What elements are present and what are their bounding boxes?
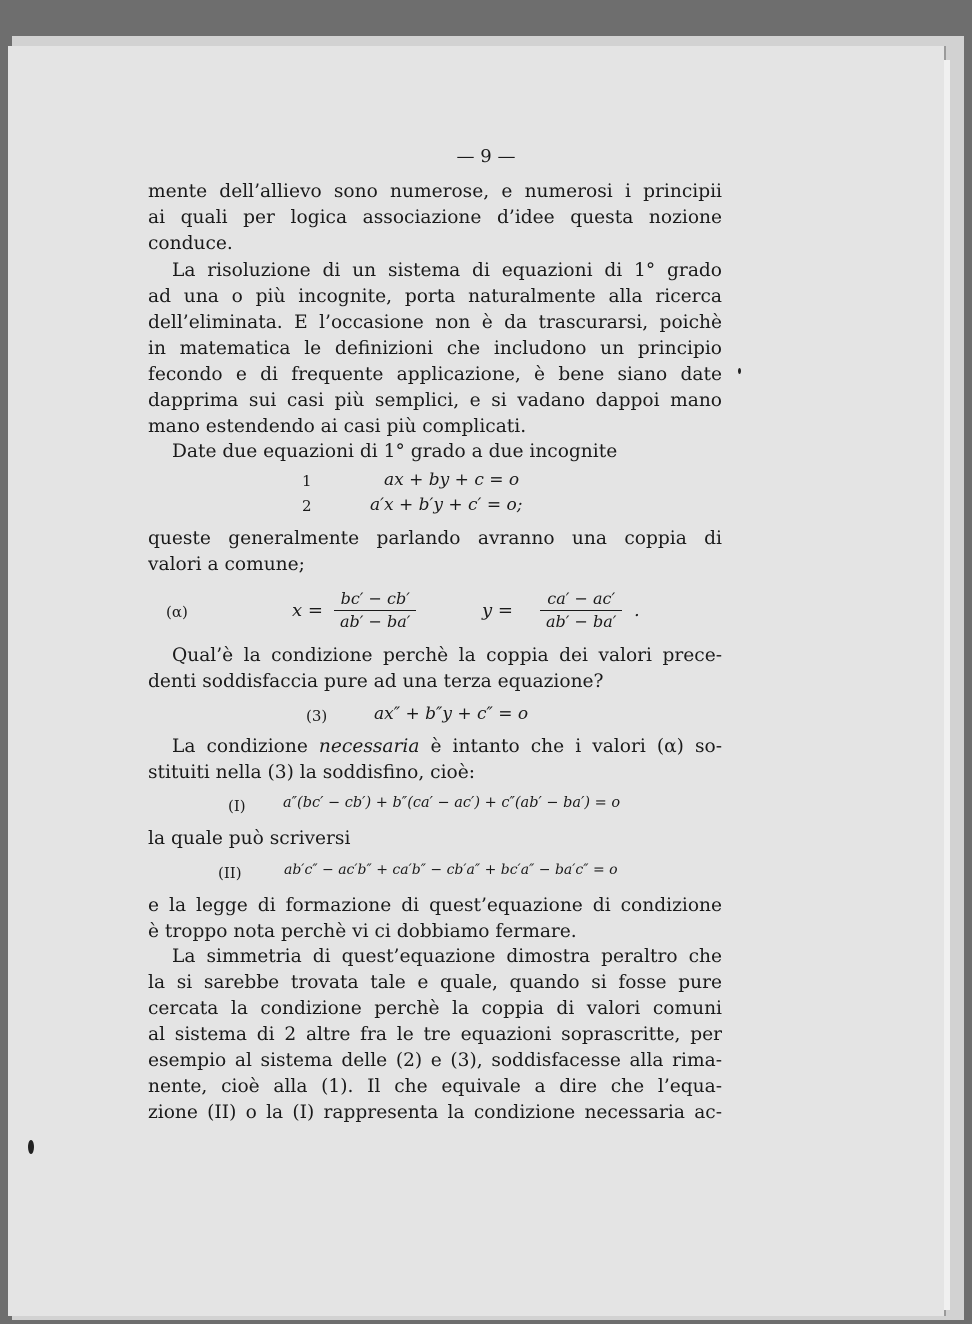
equation: ax + by + c = o <box>384 470 520 490</box>
y-denominator: ab′ − ba′ <box>546 612 617 631</box>
equation-label: 1 <box>302 472 312 490</box>
text-line: in matematica le definizioni che includono un principio <box>148 338 722 359</box>
equation: ab′c″ − ac′b″ + ca′b″ − cb′a″ + bc′a″ − ba′c″ = o <box>284 862 618 878</box>
equation: ax″ + b″y + c″ = o <box>374 704 529 724</box>
text-line: fecondo e di frequente applicazione, è bene siano date <box>148 364 722 385</box>
text-line: La simmetria di quest’equazione dimostra peraltro che <box>172 946 722 967</box>
y-fraction <box>540 588 622 633</box>
equation-end: . <box>634 600 640 621</box>
text-line: cercata la condizione perchè la coppia di valori comuni <box>148 998 722 1019</box>
scan-speck <box>28 1140 34 1154</box>
text-span: è intanto che i valori (α) so- <box>419 736 722 757</box>
page-edge <box>944 60 950 1310</box>
text-line: la si sarebbe trovata tale e quale, quando si fosse pure <box>148 972 722 993</box>
text-line: mano estendendo ai casi più complicati. <box>148 416 527 437</box>
scan-speck <box>738 368 741 374</box>
text-line: nente, cioè alla (1). Il che equivale a dire che l’equa- <box>148 1076 722 1097</box>
text-line: dapprima sui casi più semplici, e si vadano dappoi mano <box>148 390 722 411</box>
page-number: — 9 — <box>456 146 516 167</box>
x-denominator: ab′ − ba′ <box>340 612 411 631</box>
equation-label: (3) <box>306 707 328 725</box>
equation-label: 2 <box>302 497 312 515</box>
text-line: esempio al sistema delle (2) e (3), soddisfacesse alla rima- <box>148 1050 722 1071</box>
text-line: valori a comune; <box>148 554 305 575</box>
equation: a′x + b′y + c′ = o; <box>370 495 523 515</box>
text-line: zione (II) o la (I) rappresenta la condizione necessaria ac- <box>148 1102 722 1123</box>
text-line: La risoluzione di un sistema di equazioni di 1° grado <box>172 260 722 281</box>
text-line: ad una o più incognite, porta naturalmente alla ricerca <box>148 286 722 307</box>
text-line: conduce. <box>148 233 233 254</box>
y-variable: y = <box>482 600 513 621</box>
text-line: al sistema di 2 altre fra le tre equazioni soprascritte, per <box>148 1024 722 1045</box>
equation-label: (α) <box>166 603 188 621</box>
equation-label: (I) <box>228 797 246 815</box>
text-line: mente dell’allievo sono numerose, e numerosi i principii <box>148 181 722 202</box>
x-fraction <box>334 588 416 633</box>
text-line <box>172 734 722 760</box>
text-line: dell’eliminata. E l’occasione non è da trascurarsi, poichè <box>148 312 722 333</box>
text-line: queste generalmente parlando avranno una coppia di <box>148 528 722 549</box>
text-line: è troppo nota perchè vi ci dobbiamo fermare. <box>148 921 577 942</box>
equation-label: (II) <box>218 864 242 882</box>
emphasis: necessaria <box>318 736 420 757</box>
text-line: Date due equazioni di 1° grado a due incognite <box>172 441 618 462</box>
text-line: denti soddisfaccia pure ad una terza equazione? <box>148 671 604 692</box>
y-numerator: ca′ − ac′ <box>540 588 622 611</box>
equation: a″(bc′ − cb′) + b″(ca′ − ac′) + c″(ab′ − ba′) = o <box>283 795 621 811</box>
text-span: La condizione <box>172 736 319 757</box>
text-line: stituiti nella (3) la soddisfino, cioè: <box>148 762 475 783</box>
text-line: e la legge di formazione di quest’equazione di condizione <box>148 895 722 916</box>
text-line: la quale può scriversi <box>148 828 351 849</box>
text-line: Qual’è la condizione perchè la coppia dei valori prece- <box>172 645 722 666</box>
text-line: ai quali per logica associazione d’idee questa nozione <box>148 207 722 228</box>
x-numerator: bc′ − cb′ <box>334 588 416 611</box>
x-variable: x = <box>292 600 323 621</box>
